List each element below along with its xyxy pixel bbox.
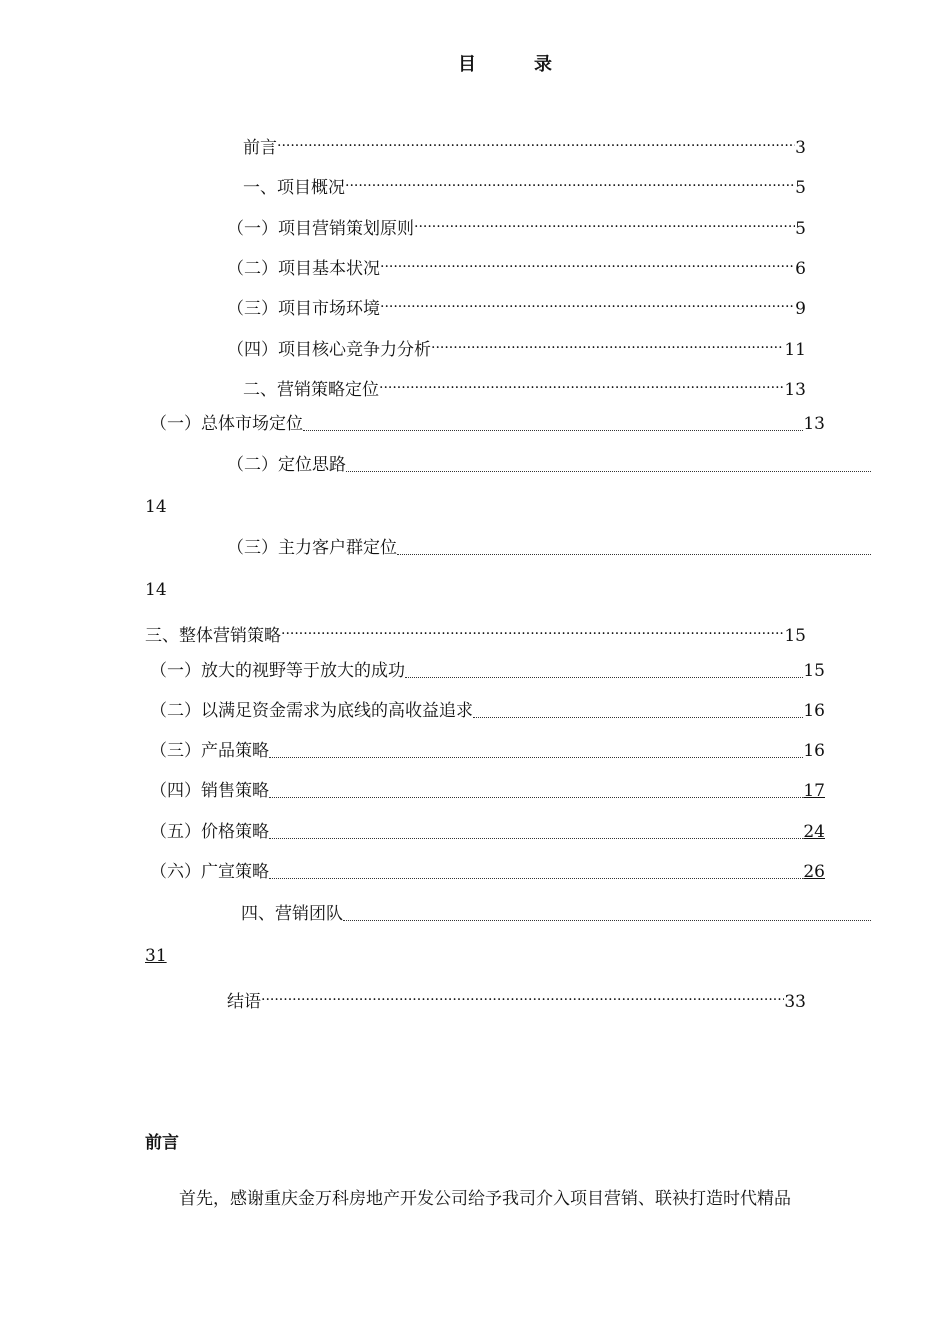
toc-entry-core-competence[interactable]	[227, 333, 806, 360]
toc-entry-conclusion[interactable]	[227, 985, 806, 1012]
toc-entry-vision[interactable]	[150, 660, 825, 682]
toc-entry-overview[interactable]	[243, 171, 806, 198]
body-paragraph: 首先，感谢重庆金万科房地产开发公司给予我司介入项目营销、联袂打造时代精品	[179, 1189, 791, 1209]
toc-entry-label: （五）价格策略	[150, 822, 269, 842]
toc-entry-label: 前言	[243, 138, 277, 158]
toc-entry-page: 3	[795, 138, 806, 158]
toc-leader	[343, 919, 871, 921]
toc-title: 目 录	[458, 54, 572, 75]
toc-entry-page: 15	[784, 626, 806, 646]
toc-entry-page: 9	[795, 299, 806, 319]
toc-leader	[277, 131, 795, 153]
toc-entry-page: 13	[784, 380, 806, 400]
toc-leader	[380, 292, 795, 314]
toc-entry-label: （三）产品策略	[150, 741, 269, 761]
toc-entry-label: （二）项目基本状况	[227, 259, 380, 279]
toc-entry-page: 17	[803, 781, 825, 801]
toc-entry-page: 16	[803, 741, 825, 761]
toc-entry-label: （六）广宣策略	[150, 862, 269, 882]
toc-entry-basic-status[interactable]	[227, 252, 806, 279]
toc-entry-page: 13	[803, 414, 825, 434]
toc-entry-page-wrapped: 14	[145, 580, 167, 600]
toc-entry-page: 33	[784, 992, 806, 1012]
toc-leader	[261, 985, 784, 1007]
toc-leader	[397, 553, 871, 555]
toc-leader	[473, 716, 803, 718]
toc-entry-principles[interactable]	[227, 212, 806, 239]
toc-entry-price[interactable]	[150, 821, 825, 843]
toc-entry-page: 16	[803, 701, 825, 721]
toc-leader	[379, 373, 784, 395]
toc-leader	[346, 470, 871, 472]
toc-entry-page-wrapped: 31	[145, 946, 167, 966]
toc-entry-page-wrapped: 14	[145, 497, 167, 517]
toc-entry-label: 一、项目概况	[243, 178, 345, 198]
toc-entry-overall-strategy[interactable]	[145, 619, 806, 646]
toc-entry-label: （一）项目营销策划原则	[227, 219, 414, 239]
toc-entry-sales[interactable]	[150, 780, 825, 802]
toc-entry-label: （四）项目核心竞争力分析	[227, 340, 431, 360]
toc-entry-page: 5	[795, 219, 806, 239]
toc-entry-label: （一）放大的视野等于放大的成功	[150, 661, 405, 681]
toc-entry-label: （二）以满足资金需求为底线的高收益追求	[150, 701, 473, 721]
toc-leader	[380, 252, 795, 274]
toc-entry-page: 5	[795, 178, 806, 198]
toc-leader	[405, 676, 803, 678]
toc-leader	[303, 429, 803, 431]
toc-leader	[414, 212, 795, 234]
toc-entry-strategy-positioning[interactable]	[243, 373, 806, 400]
toc-entry-page: 26	[803, 862, 825, 882]
toc-entry-positioning-idea[interactable]	[227, 454, 871, 476]
toc-leader	[269, 796, 803, 798]
toc-entry-overall-market[interactable]	[150, 413, 825, 435]
toc-entry-page: 6	[795, 259, 806, 279]
toc-entry-label: （一）总体市场定位	[150, 414, 303, 434]
toc-entry-label: （三）项目市场环境	[227, 299, 380, 319]
toc-entry-label: （二）定位思路	[227, 455, 346, 475]
toc-entry-market-env[interactable]	[227, 292, 806, 319]
toc-entry-label: 结语	[227, 992, 261, 1012]
toc-entry-product[interactable]	[150, 740, 825, 762]
toc-entry-main-customers[interactable]	[227, 537, 871, 559]
toc-leader	[269, 877, 803, 879]
toc-leader	[345, 171, 795, 193]
toc-entry-label: （四）销售策略	[150, 781, 269, 801]
toc-entry-page: 11	[784, 340, 806, 360]
toc-entry-page: 24	[803, 822, 825, 842]
toc-leader	[281, 619, 784, 641]
toc-entry-label: 四、营销团队	[241, 904, 343, 924]
toc-leader	[269, 837, 803, 839]
toc-entry-high-yield[interactable]	[150, 700, 825, 722]
toc-entry-page: 15	[803, 661, 825, 681]
toc-entry-label: 三、整体营销策略	[145, 626, 281, 646]
toc-entry-team[interactable]	[241, 903, 871, 925]
toc-entry-preface[interactable]	[243, 131, 806, 158]
toc-leader	[269, 756, 803, 758]
toc-entry-label: （三）主力客户群定位	[227, 538, 397, 558]
toc-entry-label: 二、营销策略定位	[243, 380, 379, 400]
toc-entry-advertising[interactable]	[150, 861, 825, 883]
toc-leader	[431, 333, 784, 355]
section-heading: 前言	[145, 1133, 179, 1153]
